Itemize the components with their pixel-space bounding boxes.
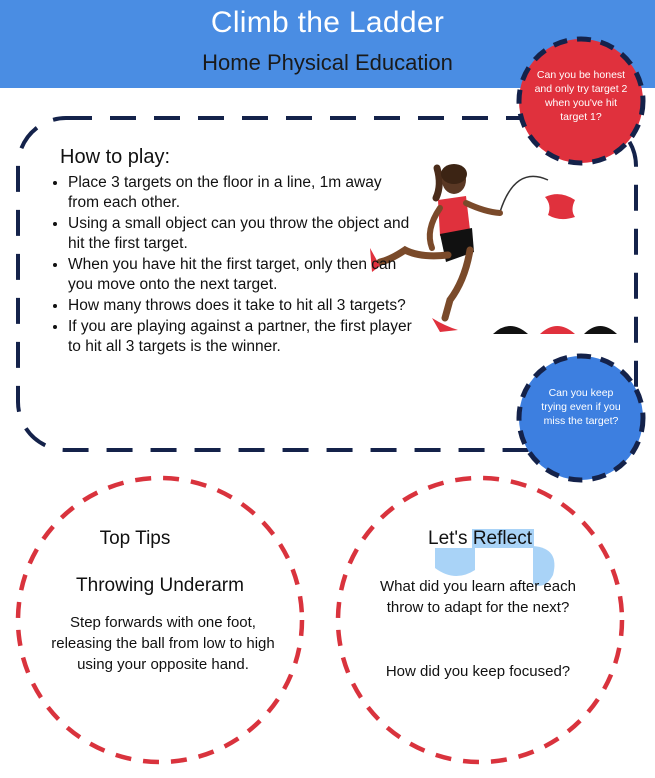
page-subtitle: Home Physical Education — [202, 50, 453, 75]
reflect-question-2: How did you keep focused? — [385, 663, 571, 680]
highlight-blob-left — [435, 548, 475, 576]
throw-arc — [500, 176, 548, 212]
honesty-callout: Can you be honest and only try target 2 when you've hit target 1? — [534, 69, 628, 123]
rule-item: • Using a small object can you throw the object and hit the first target. — [68, 214, 413, 254]
top-tips-heading: Top Tips — [99, 528, 171, 549]
how-to-play-heading: How to play: — [60, 146, 171, 168]
persistence-callout: Can you keep trying even if you miss the target? — [541, 387, 621, 427]
rules-list — [38, 173, 413, 358]
top-tips-body: Step forwards with one foot, releasing the ball from low to high using your opposite hand. — [51, 614, 275, 673]
cone-red-icon — [540, 326, 575, 334]
cone-black-2-icon — [584, 326, 617, 334]
rule-item: • If you are playing against a partner, the first player to hit all 3 targets is the winner. — [68, 317, 413, 357]
reflect-question-1: What did you learn after each throw to adapt for the next? — [380, 578, 576, 616]
reflect-heading: Let's Reflect — [428, 528, 532, 549]
rule-item: • When you have hit the first target, only then can you move onto the next target. — [68, 255, 413, 295]
rule-item: • Place 3 targets on the floor in a line, 1m away from each other. — [68, 173, 413, 213]
reflect-circle — [338, 478, 622, 762]
top-tips-subheading: Throwing Underarm — [76, 575, 244, 596]
beanbag-icon — [545, 194, 575, 219]
rule-item: • How many throws does it take to hit all 3 targets? — [68, 296, 413, 316]
page-title: Climb the Ladder — [210, 6, 445, 39]
cone-black-1-icon — [493, 326, 528, 334]
